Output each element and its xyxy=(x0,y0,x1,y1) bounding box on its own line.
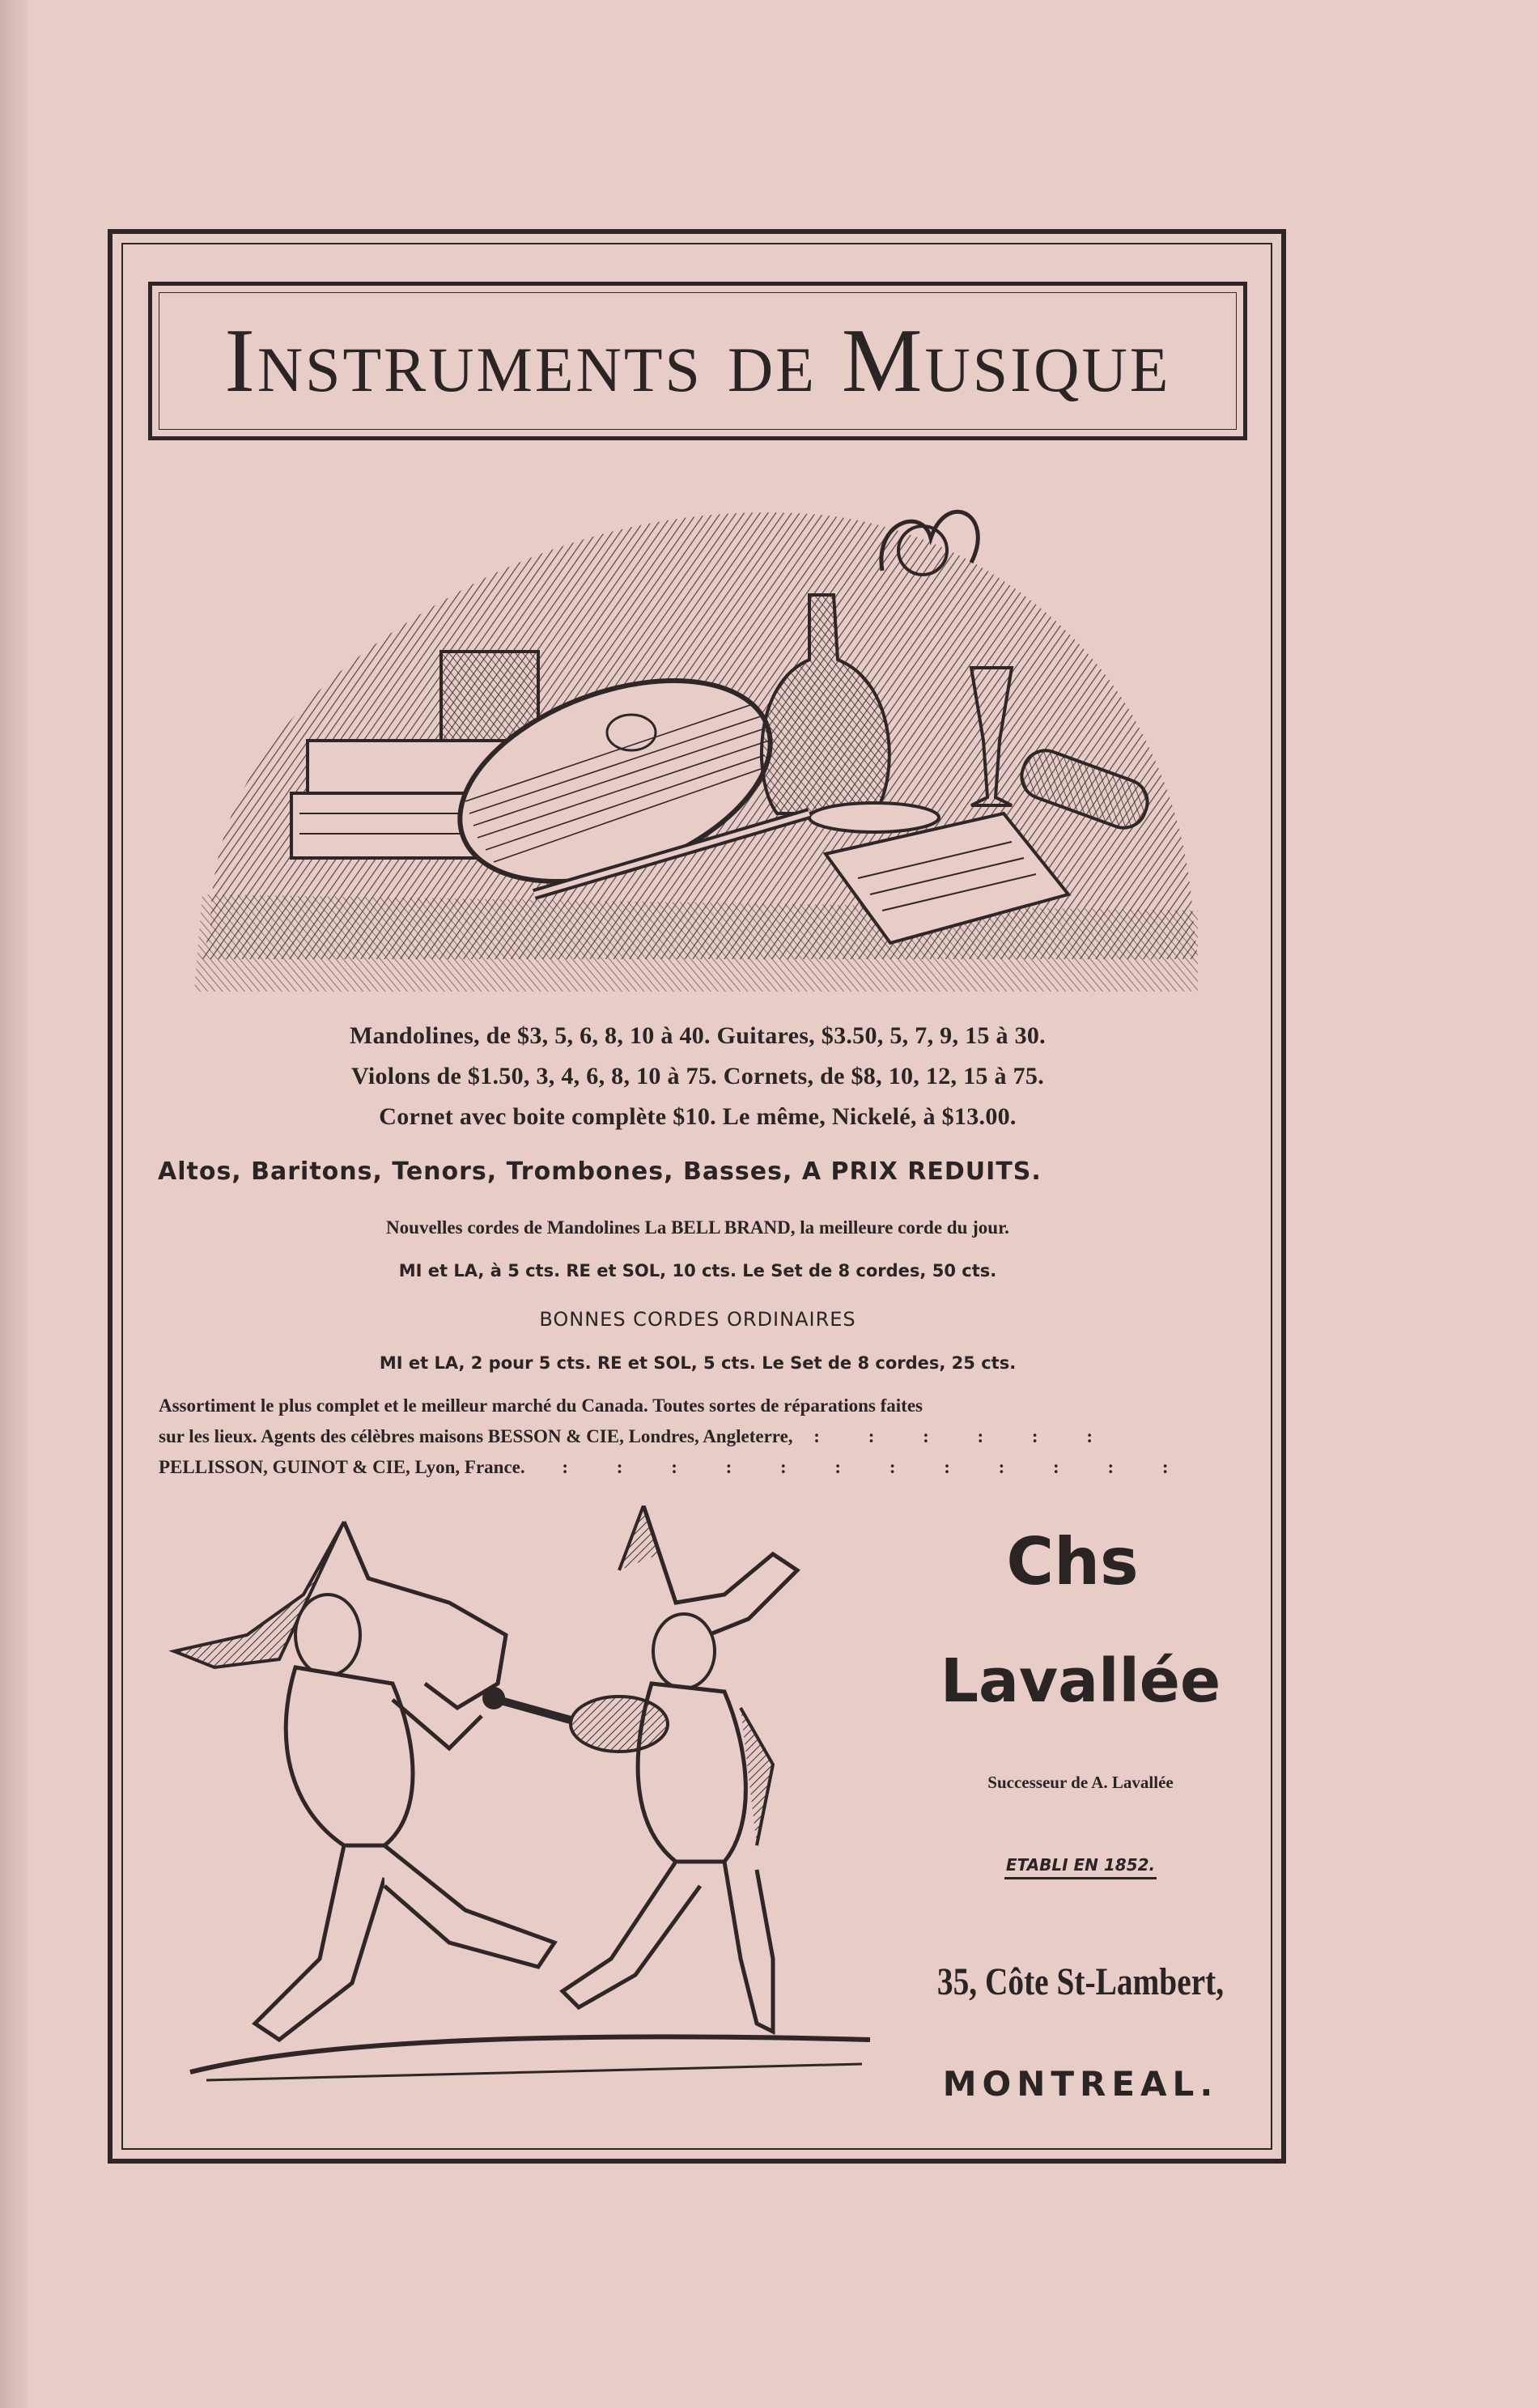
bleed-through-text xyxy=(73,130,1335,227)
price-line-mandolines: Mandolines, de $3, 5, 6, 8, 10 à 40. Guitares, $3.50, 5, 7, 9, 15 à 30. xyxy=(350,1022,1046,1049)
assortment-line-3-text: PELLISSON, GUINOT & CIE, Lyon, France. xyxy=(159,1457,525,1477)
price-line-violons: Violons de $1.50, 3, 4, 6, 8, 10 à 75. Cornets, de $8, 10, 12, 15 à 75. xyxy=(350,1063,1045,1089)
successor-line: Successeur de A. Lavallée xyxy=(987,1773,1174,1792)
instruments-engraving xyxy=(194,474,1198,992)
merchant-last-name: Lavallée xyxy=(940,1646,1221,1716)
page-title: Instruments de Musique xyxy=(224,311,1171,411)
page-edge xyxy=(0,0,28,2408)
ordinary-strings-prices: MI et LA, 2 pour 5 cts. RE et SOL, 5 cts. Le Set de 8 cordes, 25 cts. xyxy=(379,1353,1017,1373)
assortment-line-2-text: sur les lieux. Agents des célèbres maisons BESSON & CIE, Londres, Angleterre, xyxy=(159,1426,793,1446)
assortment-line-3 xyxy=(159,1452,1259,1483)
established-text: ETABLI EN 1852. xyxy=(1004,1855,1157,1879)
established-line xyxy=(890,1855,1271,1875)
street-address: 35, Côte St-Lambert, xyxy=(936,1960,1225,2003)
assortment-line-3-dots: : : : : : : : : : : : : xyxy=(562,1457,1191,1477)
reduced-prices-line: Altos, Baritons, Tenors, Trombones, Basses, A PRIX REDUITS. xyxy=(158,1157,1042,1186)
price-line-cornet: Cornet avec boite complète $10. Le même, Nickelé, à $13.00. xyxy=(379,1103,1017,1130)
assortment-line-2 xyxy=(159,1421,1259,1452)
ordinary-strings-heading: BONNES CORDES ORDINAIRES xyxy=(539,1308,856,1331)
price-list xyxy=(148,1016,1247,1137)
assortment-line-1: Assortiment le plus complet et le meilleur marché du Canada. Toutes sortes de réparations faites xyxy=(159,1395,923,1416)
bell-brand-prices: MI et LA, à 5 cts. RE et SOL, 10 cts. Le Set de 8 cordes, 50 cts. xyxy=(398,1261,997,1280)
jesters-engraving xyxy=(158,1506,886,2104)
assortment-line-2-dots: : : : : : : xyxy=(813,1426,1115,1446)
city-name: MONTREAL. xyxy=(942,2064,1219,2104)
strings-intro: Nouvelles cordes de Mandolines La BELL BRAND, la meilleure corde du jour. xyxy=(386,1217,1009,1238)
assortment-paragraph xyxy=(159,1391,1259,1483)
merchant-first-name: Chs xyxy=(1006,1524,1139,1599)
title-box xyxy=(148,282,1247,440)
